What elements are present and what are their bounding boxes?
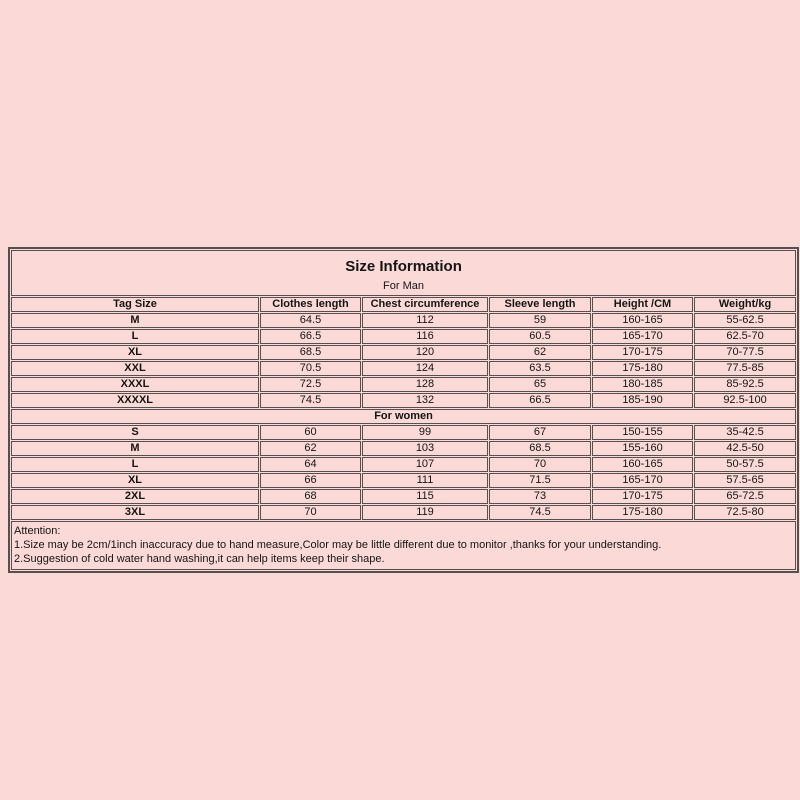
table-cell: 66.5 — [260, 329, 361, 344]
section-label-man: For Man — [383, 280, 425, 292]
table-cell: 74.5 — [260, 393, 361, 408]
table-cell: 175-180 — [592, 361, 693, 376]
size-label-cell: XL — [11, 473, 259, 488]
attention-line-1: 1.Size may be 2cm/1inch inaccuracy due to hand measure,Color may be little different due to monitor ,thanks for your understanding. — [14, 539, 662, 551]
table-row-women-l — [11, 457, 796, 472]
table-cell: 170-175 — [592, 489, 693, 504]
table-cell: 99 — [362, 425, 488, 440]
table-cell: 73 — [489, 489, 591, 504]
table-cell: 107 — [362, 457, 488, 472]
table-cell: 35-42.5 — [694, 425, 796, 440]
table-cell: 119 — [362, 505, 488, 520]
table-cell: 55-62.5 — [694, 313, 796, 328]
table-cell: 120 — [362, 345, 488, 360]
table-cell: 175-180 — [592, 505, 693, 520]
table-cell: 63.5 — [489, 361, 591, 376]
header-clothes-length: Clothes length — [260, 297, 361, 312]
table-cell: 66.5 — [489, 393, 591, 408]
header-tag-size: Tag Size — [11, 297, 259, 312]
table-row-man-m — [11, 313, 796, 328]
table-cell: 115 — [362, 489, 488, 504]
table-row-man-xxl — [11, 361, 796, 376]
header-chest-circumference: Chest circumference — [362, 297, 488, 312]
table-cell: 62.5-70 — [694, 329, 796, 344]
table-row-women-xl — [11, 473, 796, 488]
table-cell: 72.5 — [260, 377, 361, 392]
size-label-cell: L — [11, 457, 259, 472]
table-row-women-m — [11, 441, 796, 456]
header-sleeve-length: Sleeve length — [489, 297, 591, 312]
table-cell: 111 — [362, 473, 488, 488]
table-cell: 180-185 — [592, 377, 693, 392]
table-cell: 72.5-80 — [694, 505, 796, 520]
table-cell: 116 — [362, 329, 488, 344]
table-cell: 70.5 — [260, 361, 361, 376]
size-label-cell: XXXXL — [11, 393, 259, 408]
table-row-women-s — [11, 425, 796, 440]
table-cell: 64 — [260, 457, 361, 472]
table-cell: 66 — [260, 473, 361, 488]
table-cell: 70 — [260, 505, 361, 520]
table-cell: 132 — [362, 393, 488, 408]
table-cell: 62 — [260, 441, 361, 456]
header-row — [11, 297, 796, 312]
table-cell: 65-72.5 — [694, 489, 796, 504]
section-label-women: For women — [11, 409, 796, 424]
size-label-cell: 3XL — [11, 505, 259, 520]
table-cell: 62 — [489, 345, 591, 360]
header-weight-kg: Weight/kg — [694, 297, 796, 312]
table-cell: 155-160 — [592, 441, 693, 456]
title-cell — [11, 250, 796, 296]
table-cell: 124 — [362, 361, 488, 376]
table-cell: 68.5 — [260, 345, 361, 360]
size-information-table — [8, 247, 799, 573]
table-cell: 103 — [362, 441, 488, 456]
table-cell: 160-165 — [592, 457, 693, 472]
size-label-cell: XXL — [11, 361, 259, 376]
table-row-man-l — [11, 329, 796, 344]
table-cell: 170-175 — [592, 345, 693, 360]
table-cell: 77.5-85 — [694, 361, 796, 376]
table-cell: 165-170 — [592, 329, 693, 344]
table-cell: 59 — [489, 313, 591, 328]
size-label-cell: 2XL — [11, 489, 259, 504]
size-label-cell: S — [11, 425, 259, 440]
size-label-cell: M — [11, 441, 259, 456]
table-row-women-2xl — [11, 489, 796, 504]
size-label-cell: XL — [11, 345, 259, 360]
table-cell: 65 — [489, 377, 591, 392]
title-row — [11, 250, 796, 296]
attention-label: Attention: — [14, 525, 61, 537]
table-cell: 165-170 — [592, 473, 693, 488]
header-height-cm: Height /CM — [592, 297, 693, 312]
page-title: Size Information — [345, 258, 462, 275]
attention-row — [11, 521, 796, 570]
table-cell: 50-57.5 — [694, 457, 796, 472]
table-row-women-3xl — [11, 505, 796, 520]
table-cell: 92.5-100 — [694, 393, 796, 408]
section-row-women — [11, 409, 796, 424]
table-cell: 71.5 — [489, 473, 591, 488]
table-cell: 185-190 — [592, 393, 693, 408]
size-label-cell: M — [11, 313, 259, 328]
attention-cell — [11, 521, 796, 570]
table-cell: 112 — [362, 313, 488, 328]
table-cell: 160-165 — [592, 313, 693, 328]
table-cell: 128 — [362, 377, 488, 392]
size-label-cell: XXXL — [11, 377, 259, 392]
table-cell: 70-77.5 — [694, 345, 796, 360]
table-cell: 68.5 — [489, 441, 591, 456]
table-cell: 70 — [489, 457, 591, 472]
attention-line-2: 2.Suggestion of cold water hand washing,it can help items keep their shape. — [14, 553, 385, 565]
table-cell: 60.5 — [489, 329, 591, 344]
table-cell: 60 — [260, 425, 361, 440]
table-cell: 85-92.5 — [694, 377, 796, 392]
table-row-man-xl — [11, 345, 796, 360]
table-cell: 67 — [489, 425, 591, 440]
size-label-cell: L — [11, 329, 259, 344]
table-cell: 74.5 — [489, 505, 591, 520]
table-cell: 68 — [260, 489, 361, 504]
table-cell: 57.5-65 — [694, 473, 796, 488]
table-row-man-xxxl — [11, 377, 796, 392]
table-cell: 64.5 — [260, 313, 361, 328]
table-cell: 150-155 — [592, 425, 693, 440]
table-row-man-xxxxl — [11, 393, 796, 408]
table-cell: 42.5-50 — [694, 441, 796, 456]
size-chart-container — [8, 247, 793, 573]
